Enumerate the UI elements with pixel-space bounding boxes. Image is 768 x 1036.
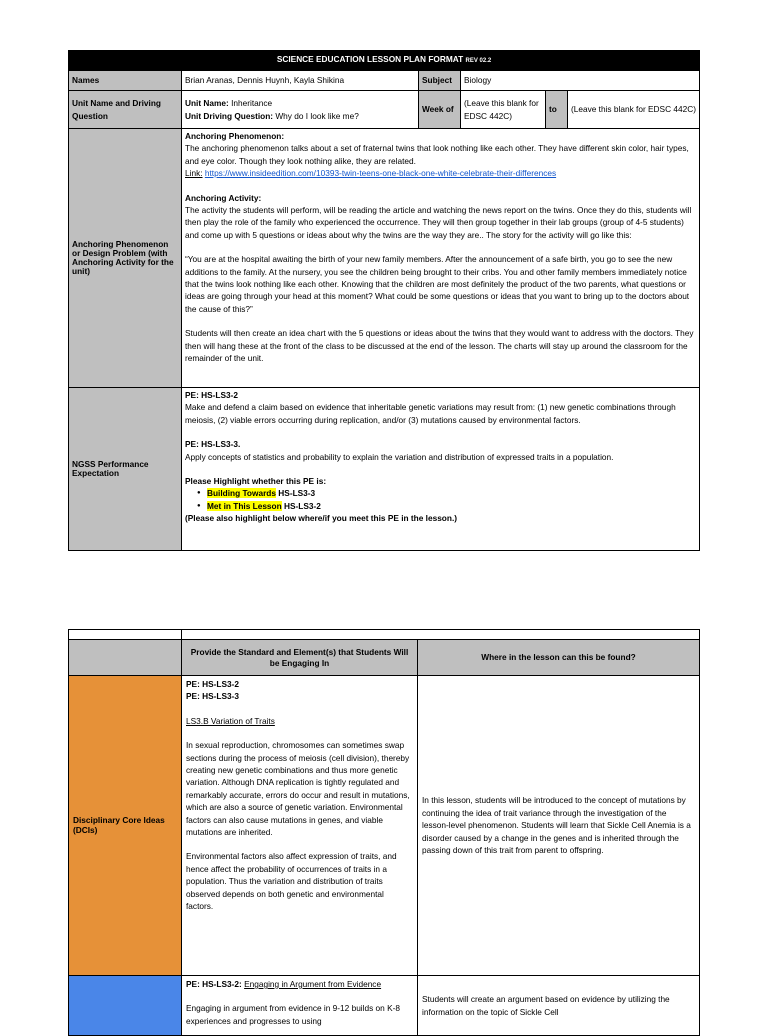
header-standard: Provide the Standard and Element(s) that Students Will be Engaging In [182, 640, 418, 676]
unit-name-label: Unit Name: [185, 98, 229, 109]
unit-name-value: Inheritance [228, 98, 273, 109]
dci-pe2: PE: HS-LS3-3 [186, 691, 240, 702]
dci-para2: Environmental factors also affect expression of traits, and hence affect the probability of occurrences of traits in a population. Thus the variation and distribution of traits observed depends on both genetic and environmental factors. [186, 851, 397, 912]
week-label: Week of [419, 91, 461, 129]
pe-status-list [185, 487, 696, 512]
unit-question-value: Why do I look like me? [273, 110, 359, 121]
ngss-label: NGSS Performance Expectation [69, 388, 182, 551]
story-text: “You are at the hospital awaiting the birth of your new family members. After the announcement of a safe birth, you go to see the new additions to the family. At the nursery, you see the children being brought to their cribs. You and other family members immediately notice that the twins look nothing like each other. Knowing that the children are most definitely the product of the two parents, what questions or ideas are going through your head at this moment? What could be some questions or ideas that you want to bring up to the doctors about the cause of this?” [185, 254, 690, 314]
pe-status-item: ● Building Towards HS-LS3-3 [207, 487, 696, 499]
sep-pe-code: PE: HS-LS3-2: [186, 979, 242, 989]
dci-standard [182, 676, 418, 976]
dci-para1: In sexual reproduction, chromosomes can sometimes swap sections during the process of meiosis (cell division), thereby creating new genetic combinations and thus more genetic variation. Although DNA replication is tightly regulated and remarkably accurate, errors do occur and result in mutations, which are also a source of genetic variation. Environmental factors can also cause mutations in genes, and viable mutations are inherited. [186, 740, 410, 838]
dci-label: Disciplinary Core Ideas (DCIs) [69, 676, 182, 976]
standards-table [68, 629, 700, 1036]
blank-cell [69, 630, 182, 640]
pe2-text: Apply concepts of statistics and probability to explain the variation and distribution of expressed traits in a population. [185, 451, 614, 462]
anchoring-label: Anchoring Phenomenon or Design Problem (with Anchoring Activity for the unit) [69, 129, 182, 388]
document-title: SCIENCE EDUCATION LESSON PLAN FORMAT REV 02.2 [69, 51, 700, 71]
sep-label [69, 976, 182, 1036]
highlight-prompt: Please Highlight whether this PE is: [185, 476, 327, 487]
pe1-code: PE: HS-LS3-2 [185, 390, 239, 400]
header-where: Where in the lesson can this be found? [418, 640, 700, 676]
sep-where: Students will create an argument based on evidence by utilizing the information on the topic of Sickle Cell [418, 976, 700, 1036]
anchoring-content [182, 129, 700, 388]
sep-text: Engaging in argument from evidence in 9-12 builds on K-8 experiences and progresses to using [186, 1003, 401, 1026]
pe1-text: Make and defend a claim based on evidence that inheritable genetic variations may result from: (1) new genetic combinations through meiosis, (2) viable errors occurring during replication, and/or (3) mutations caused by environmental factors. [185, 402, 676, 425]
unit-details [182, 91, 419, 129]
unit-question-label: Unit Driving Question: [185, 110, 274, 121]
lesson-plan-header-table [68, 50, 700, 551]
phenomenon-text: The anchoring phenomenon talks about a set of fraternal twins that look nothing like each other. They have different skin color, hair types, and eye color. Though they look nothing alike, they are related. [185, 143, 689, 166]
subject-value: Biology [461, 71, 700, 91]
link-label: Link: [185, 168, 203, 179]
article-link[interactable]: https://www.insideedition.com/10393-twin-teens-one-black-one-white-celebrate-their-differences [204, 168, 557, 179]
to-label: to [546, 91, 568, 129]
ngss-content [182, 388, 700, 551]
names-label: Names [69, 71, 182, 91]
names-value: Brian Aranas, Dennis Huynh, Kayla Shikina [182, 71, 419, 91]
dci-where: In this lesson, students will be introduced to the concept of mutations by continuing the idea of trait variance through the investigation of the lesson-level phenomenon. Students will learn that Sickle Cell Anemia is a disorder caused by a change in the genes and is inherited through the passing down of this trait from parent to offspring. [418, 676, 700, 976]
subject-label: Subject [419, 71, 461, 91]
pe-status-item: ● Met in This Lesson HS-LS3-2 [207, 500, 696, 512]
week-value: (Leave this blank for EDSC 442C) [461, 91, 546, 129]
activity-text: The activity the students will perform, will be reading the article and watching the news report on the twins. Once they do this, students will then play the role of the family who experienced the occurrence. They will then group together in their lab groups (group of 4-5 students) and come up with 5 questions or ideas about why the twins are the way they are.. The story for the activity will go like this: [185, 205, 692, 240]
unit-label: Unit Name and Driving Question [69, 91, 182, 129]
sep-standard [182, 976, 418, 1036]
pe2-code: PE: HS-LS3-3. [185, 439, 241, 450]
dci-subheading: LS3.B Variation of Traits [186, 715, 275, 726]
to-value: (Leave this blank for EDSC 442C) [568, 91, 700, 129]
sep-practice: Engaging in Argument from Evidence [244, 979, 382, 989]
dci-pe1: PE: HS-LS3-2 [186, 679, 240, 689]
blank-cell [182, 630, 700, 640]
followup-text: Students will then create an idea chart with the 5 questions or ideas about the twins that they would want to address with the doctors. They then will hang these at the front of the class to be discussed at the end of the lesson. The charts will stay up around the classroom for the remainder of the unit. [185, 328, 694, 364]
header-blank [69, 640, 182, 676]
activity-heading: Anchoring Activity: [185, 192, 262, 203]
phenomenon-heading: Anchoring Phenomenon: [185, 131, 285, 141]
highlight-note: (Please also highlight below where/if you meet this PE in the lesson.) [185, 513, 458, 524]
